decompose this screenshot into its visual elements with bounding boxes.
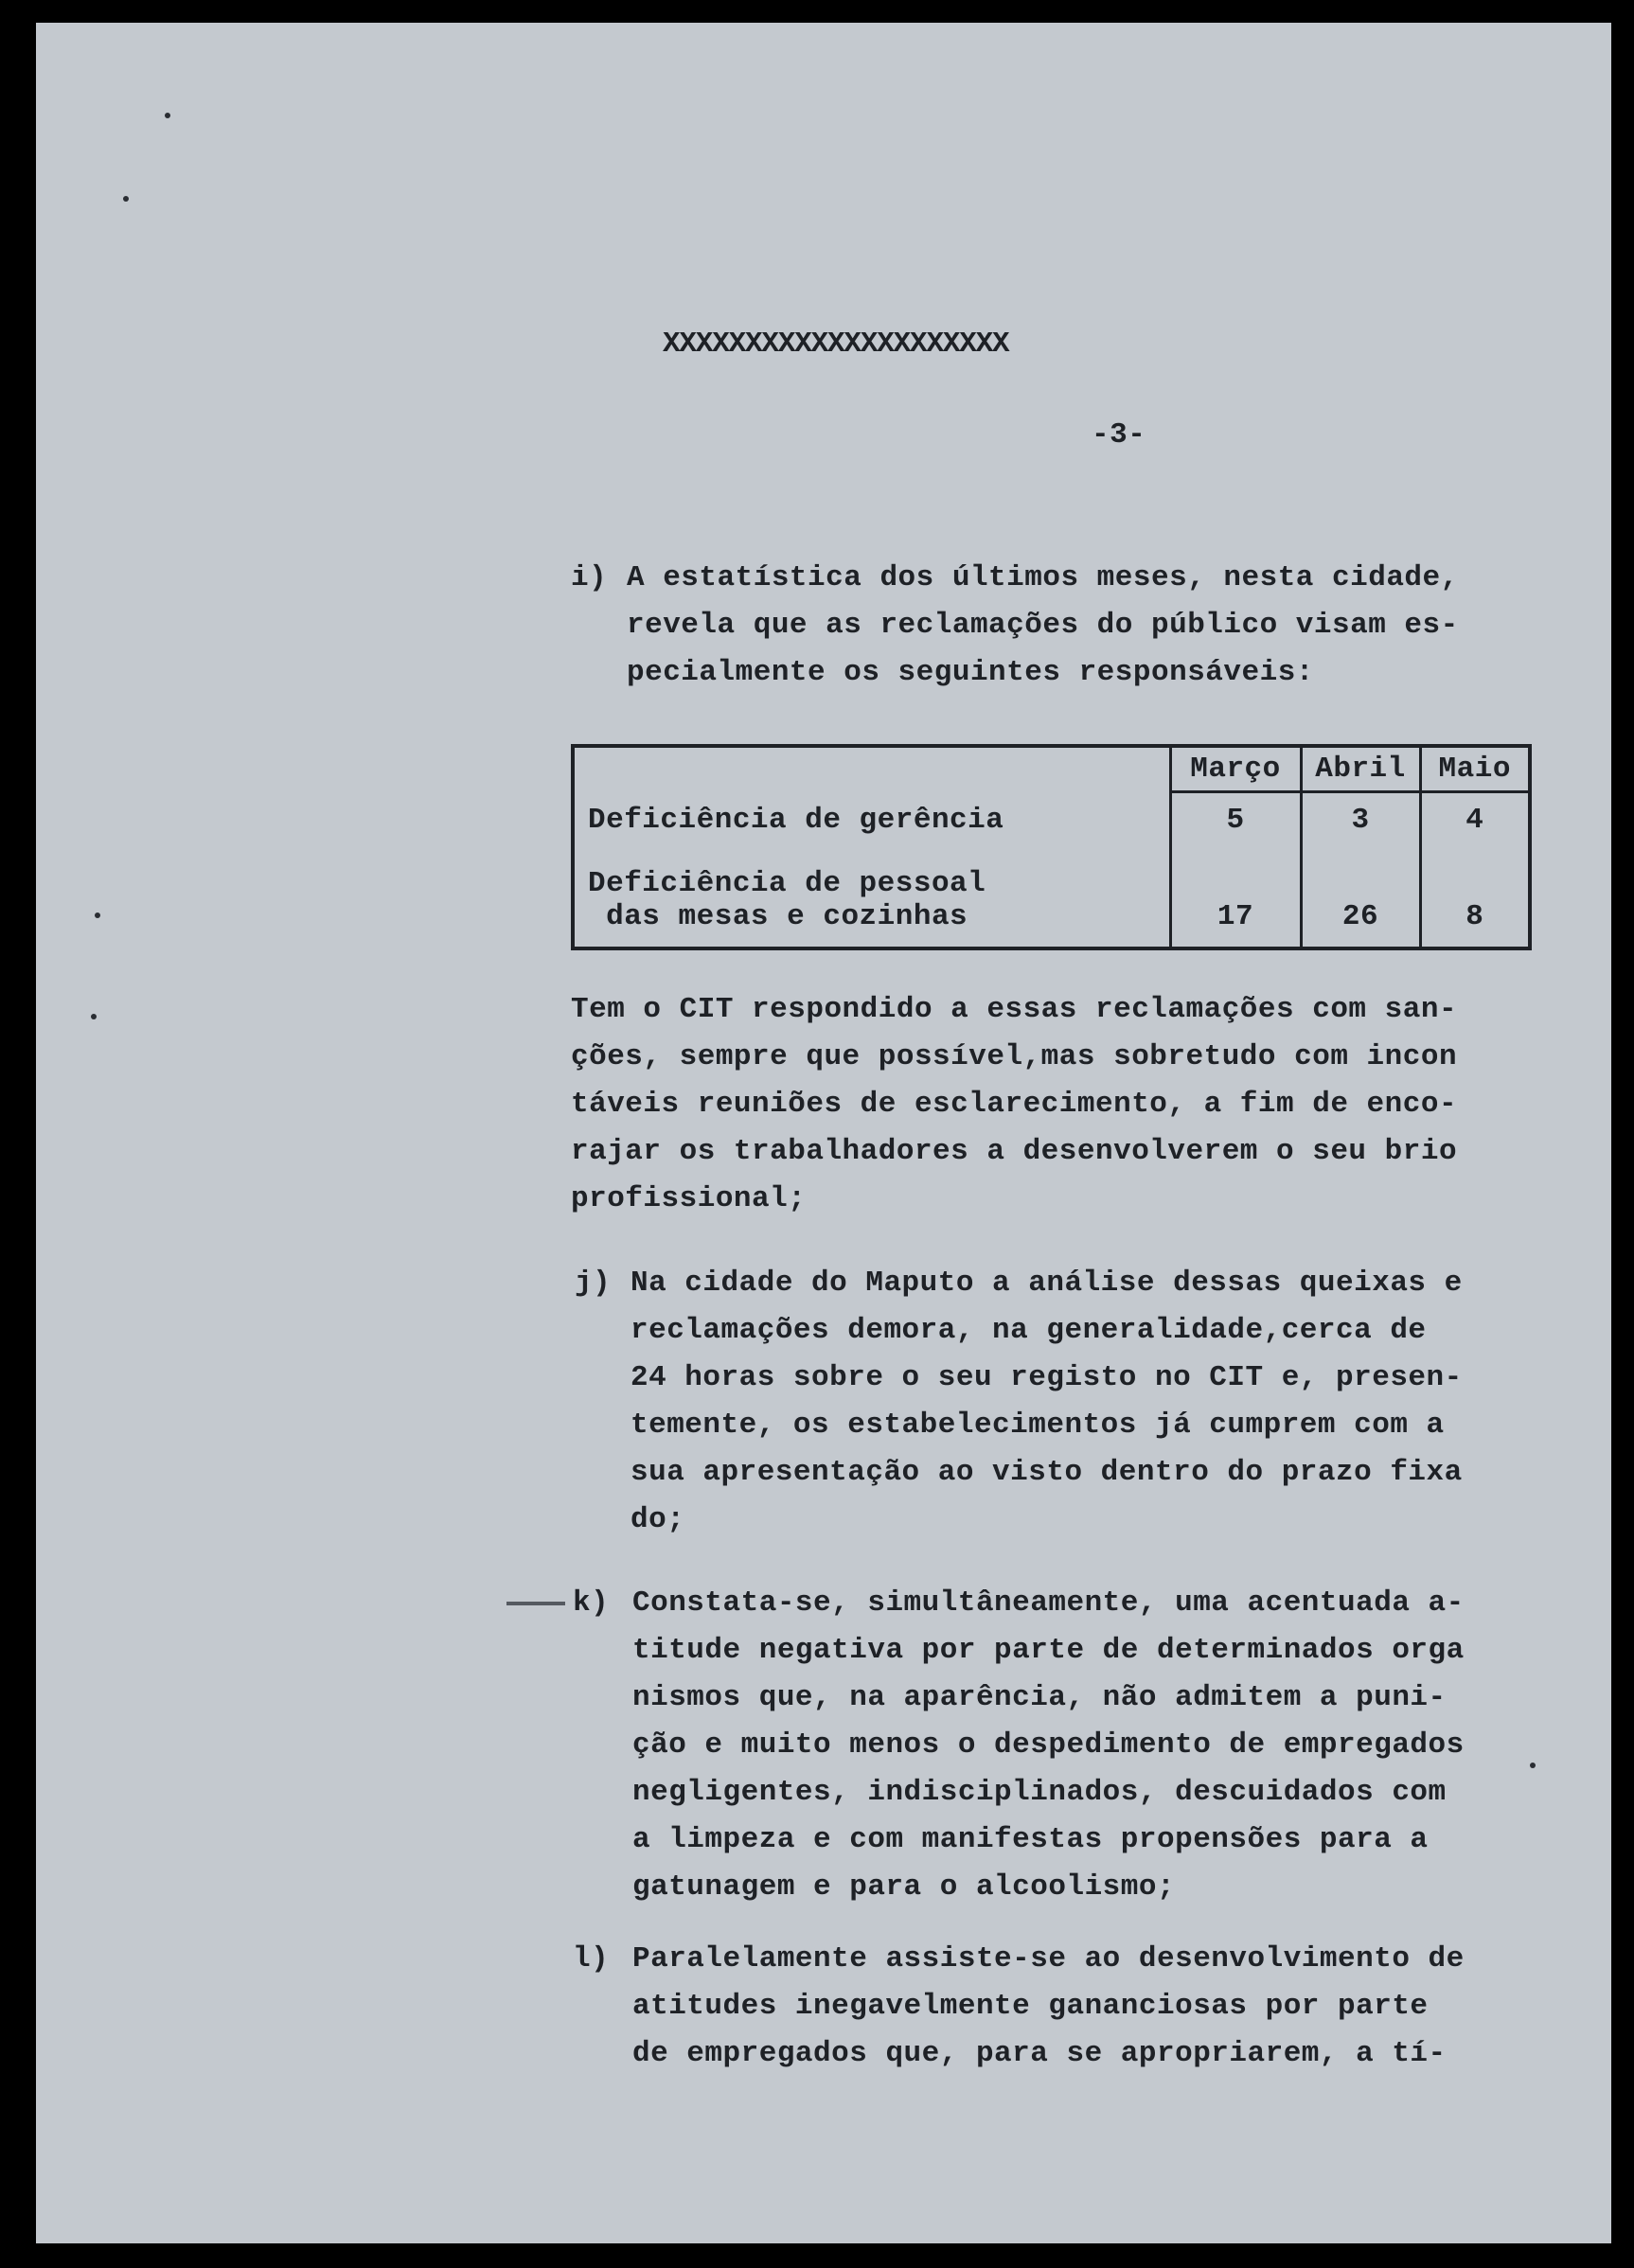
- table-cell: 8: [1465, 900, 1484, 933]
- item-marker: j): [575, 1267, 612, 1300]
- text-line: sua apresentação ao visto dentro do prazo fixa: [631, 1456, 1463, 1489]
- text-line: gatunagem e para o alcoolismo;: [632, 1870, 1176, 1904]
- item-marker: k): [573, 1586, 610, 1620]
- row-label: Deficiência de pessoal: [588, 867, 986, 900]
- text-line: 24 horas sobre o seu registo no CIT e, presen-: [631, 1361, 1463, 1394]
- classification-header: XXXXXXXXXXXXXXXXXXXXX: [663, 328, 1009, 361]
- text-line: temente, os estabelecimentos já cumprem com a: [631, 1409, 1445, 1442]
- text-line: de empregados que, para se apropriarem, a tí-: [632, 2037, 1447, 2070]
- text-line: do;: [631, 1503, 685, 1536]
- text-line: Tem o CIT respondido a essas reclamações com san-: [571, 993, 1458, 1026]
- page-number: -3-: [1092, 418, 1146, 452]
- margin-mark: [506, 1602, 565, 1605]
- text-line: ções, sempre que possível,mas sobretudo com incon: [571, 1040, 1458, 1073]
- table-cell: 26: [1301, 848, 1420, 948]
- text-line: revela que as reclamações do público visam es-: [627, 609, 1459, 642]
- text-line: Na cidade do Maputo a análise dessas queixas e: [631, 1267, 1463, 1300]
- text-line: negligentes, indisciplinados, descuidados com: [632, 1776, 1447, 1809]
- text-line: rajar os trabalhadores a desenvolverem o seu brio: [571, 1135, 1458, 1168]
- item-marker: i): [571, 561, 608, 594]
- text-line: pecialmente os seguintes responsáveis:: [627, 656, 1314, 689]
- complaints-table: [571, 744, 1532, 950]
- text-line: titude negativa por parte de determinados orga: [632, 1634, 1465, 1667]
- table-cell: 17: [1170, 848, 1301, 948]
- text-line: A estatística dos últimos meses, nesta cidade,: [627, 561, 1459, 594]
- item-marker: l): [573, 1942, 610, 1976]
- table-cell: 5: [1170, 791, 1301, 848]
- text-line: reclamações demora, na generalidade,cerca de: [631, 1314, 1427, 1347]
- column-header: Março: [1170, 746, 1301, 791]
- text-line: atitudes inegavelmente gananciosas por parte: [632, 1990, 1429, 2023]
- text-line: Paralelamente assiste-se ao desenvolvimento de: [632, 1942, 1465, 1976]
- text-line: táveis reuniões de esclarecimento, a fim de enco-: [571, 1088, 1458, 1121]
- text-line: profissional;: [571, 1182, 807, 1215]
- text-line: Constata-se, simultâneamente, uma acentuada a-: [632, 1586, 1465, 1620]
- table-cell: 3: [1301, 791, 1420, 848]
- text-line: ção e muito menos o despedimento de empregados: [632, 1728, 1465, 1762]
- column-header: Maio: [1420, 746, 1530, 791]
- row-label: das mesas e cozinhas: [588, 900, 968, 933]
- column-header: Abril: [1301, 746, 1420, 791]
- text-line: nismos que, na aparência, não admitem a puni-: [632, 1681, 1447, 1714]
- row-label: Deficiência de gerência: [573, 791, 1170, 848]
- text-line: a limpeza e com manifestas propensões para a: [632, 1823, 1429, 1856]
- table-cell: 4: [1465, 804, 1484, 838]
